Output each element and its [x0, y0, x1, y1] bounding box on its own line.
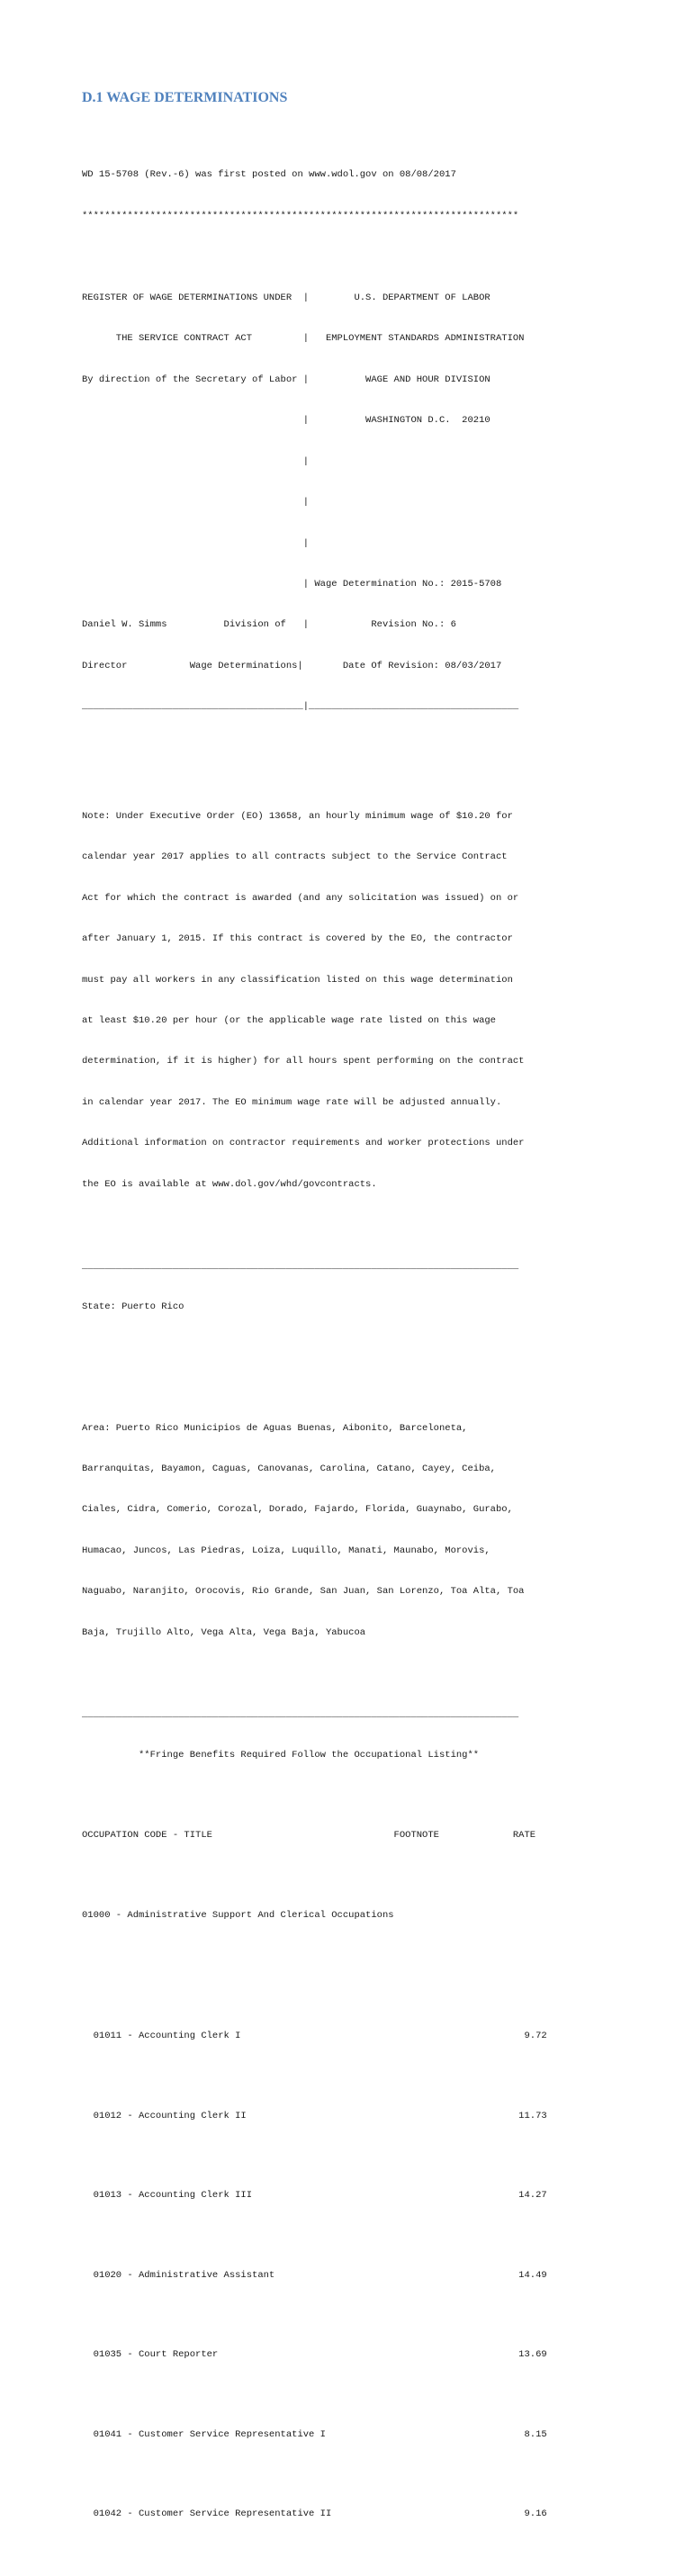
- note-line: must pay all workers in any classification listed on this wage determination: [82, 974, 513, 986]
- area-line: Humacao, Juncos, Las Piedras, Loiza, Luquillo, Manati, Maunabo, Morovis,: [82, 1545, 490, 1556]
- note-line: in calendar year 2017. The EO minimum wage rate will be adjusted annually.: [82, 1096, 502, 1108]
- note-line: the EO is available at www.dol.gov/whd/govcontracts.: [82, 1178, 377, 1190]
- note-line: Act for which the contract is awarded (and any solicitation was issued) on or: [82, 892, 519, 904]
- register-line: Director Wage Determinations| Date Of Revision: 08/03/2017: [82, 660, 502, 671]
- note-line: Note: Under Executive Order (EO) 13658, an hourly minimum wage of $10.20 for: [82, 810, 513, 822]
- occupation-group: 01000 - Administrative Support And Clerical Occupations: [82, 1909, 394, 1921]
- register-header: [82, 264, 604, 741]
- wage-determination-text: [82, 141, 604, 2576]
- note-line: calendar year 2017 applies to all contracts subject to the Service Contract: [82, 851, 508, 863]
- spacer: [82, 2390, 604, 2401]
- spacer: [82, 1790, 604, 1802]
- note-line: after January 1, 2015. If this contract is covered by the EO, the contractor: [82, 933, 513, 945]
- note-line: at least $10.20 per hour (or the applicable wage rate listed on this wage: [82, 1015, 496, 1026]
- note-line: Additional information on contractor requirements and worker protections under: [82, 1138, 525, 1149]
- occupation-row: 01035 - Court Reporter 13.69: [82, 2349, 547, 2361]
- underscore-rule: _____________________________________________________________________________: [82, 1708, 519, 1720]
- register-line: THE SERVICE CONTRACT ACT | EMPLOYMENT STANDARDS ADMINISTRATION: [82, 333, 525, 345]
- spacer: [82, 1950, 604, 1961]
- spacer: [82, 1870, 604, 1882]
- section-heading: D.1 WAGE DETERMINATIONS: [82, 90, 288, 105]
- register-line: |: [82, 537, 310, 549]
- spacer: [82, 2310, 604, 2321]
- occupation-list: [82, 2003, 604, 2549]
- register-line: | Wage Determination No.: 2015-5708: [82, 579, 502, 590]
- area-line: Baja, Trujillo Alto, Vega Alta, Vega Baja, Yabucoa: [82, 1626, 366, 1638]
- state-line: State: Puerto Rico: [82, 1302, 184, 1313]
- area-line: Ciales, Cidra, Comerio, Corozal, Dorado, Fajardo, Florida, Guaynabo, Gurabo,: [82, 1504, 513, 1516]
- area-line: Barranquitas, Bayamon, Caguas, Canovanas, Carolina, Catano, Cayey, Ceiba,: [82, 1464, 496, 1474]
- register-line: |: [82, 455, 310, 467]
- register-line: REGISTER OF WAGE DETERMINATIONS UNDER | U.S. DEPARTMENT OF LABOR: [82, 292, 490, 303]
- area-line: Area: Puerto Rico Municipios de Aguas Buenas, Aibonito, Barceloneta,: [82, 1422, 468, 1434]
- area-list: [82, 1394, 604, 1667]
- occupation-row: 01012 - Accounting Clerk II 11.73: [82, 2110, 547, 2121]
- star-rule: *****************************************************************************: [82, 210, 519, 221]
- occupation-row: 01041 - Customer Service Representative I 8.15: [82, 2428, 547, 2440]
- column-headers: OCCUPATION CODE - TITLE FOOTNOTE RATE: [82, 1830, 536, 1842]
- register-line: _______________________________________|_____________________________________: [82, 701, 519, 713]
- spacer: [82, 2469, 604, 2481]
- register-line: Daniel W. Simms Division of | Revision No.: 6: [82, 619, 456, 631]
- register-line: By direction of the Secretary of Labor | WAGE AND HOUR DIVISION: [82, 374, 490, 385]
- spacer: [82, 2230, 604, 2242]
- spacer: [82, 2150, 604, 2162]
- fringe-benefits-line: **Fringe Benefits Required Follow the Occupational Listing**: [82, 1750, 480, 1761]
- occupation-row: 01013 - Accounting Clerk III 14.27: [82, 2190, 547, 2202]
- posted-line: WD 15-5708 (Rev.-6) was first posted on www.wdol.gov on 08/08/2017: [82, 169, 456, 181]
- occupation-row: 01020 - Administrative Assistant 14.49: [82, 2269, 547, 2281]
- occupation-row: 01042 - Customer Service Representative II 9.16: [82, 2508, 547, 2520]
- spacer: [82, 2071, 604, 2083]
- underscore-rule: _____________________________________________________________________________: [82, 1260, 519, 1272]
- register-line: |: [82, 497, 310, 509]
- register-line: | WASHINGTON D.C. 20210: [82, 415, 490, 427]
- spacer: [82, 1342, 604, 1354]
- area-line: Naguabo, Naranjito, Orocovis, Rio Grande, San Juan, San Lorenzo, Toa Alta, Toa: [82, 1586, 525, 1598]
- note-line: determination, if it is higher) for all hours spent performing on the contract: [82, 1056, 525, 1067]
- eo-note: [82, 782, 604, 1219]
- occupation-row: 01011 - Accounting Clerk I 9.72: [82, 2031, 547, 2042]
